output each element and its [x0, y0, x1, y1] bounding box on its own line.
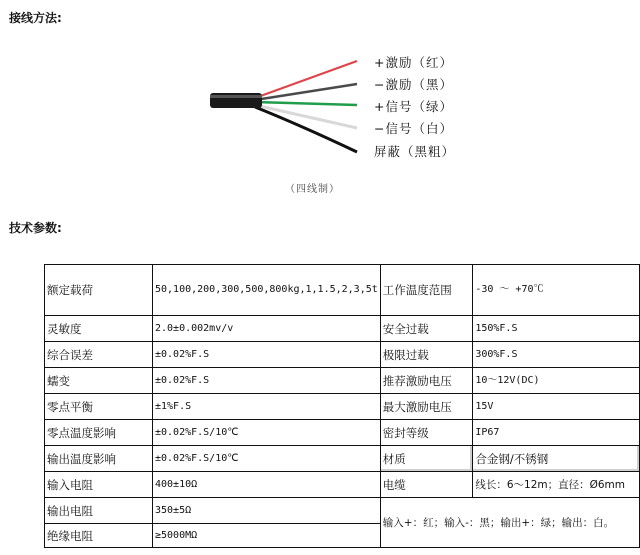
spec-label: 蠕变: [45, 368, 153, 394]
green-wire: [255, 102, 357, 105]
spec-label: 电缆: [380, 472, 473, 498]
table-row: [45, 420, 640, 446]
table-row: [45, 446, 640, 472]
spec-label: 灵敏度: [45, 316, 153, 342]
wire-label-excite-minus: −激励（黑）: [374, 77, 453, 92]
cable-color-code: 输入+：红；输入-：黑；输出+：绿；输出：白。: [380, 498, 639, 548]
wire-label-excite-plus: +激励（红）: [374, 55, 453, 70]
spec-value: 150%F.S: [473, 316, 640, 342]
wiring-caption: （四线制）: [285, 184, 340, 195]
spec-label: 输出温度影响: [45, 446, 153, 472]
spec-value: IP67: [473, 420, 640, 446]
table-row: [45, 342, 640, 368]
spec-label: 密封等级: [380, 420, 473, 446]
spec-value: 50,100,200,300,500,800kg,1,1.5,2,3,5t: [153, 265, 381, 316]
spec-label: 推荐激励电压: [380, 368, 473, 394]
spec-label: 输入电阻: [45, 472, 153, 498]
spec-value: 2.0±0.002mv/v: [153, 316, 381, 342]
table-row: [45, 265, 640, 316]
spec-value: 350±5Ω: [153, 498, 381, 524]
spec-value: 合金钢/不锈钢: [473, 446, 640, 472]
wire-label-signal-minus: −信号（白）: [374, 121, 453, 136]
spec-value: ±1%F.S: [153, 394, 381, 420]
wire-label-signal-plus: +信号（绿）: [374, 99, 453, 114]
white-wire: [255, 105, 357, 128]
spec-value: ±0.02%F.S/10℃: [153, 446, 381, 472]
table-row: [45, 498, 640, 524]
spec-value: ≥5000MΩ: [153, 524, 381, 548]
spec-value: ±0.02%F.S: [153, 368, 381, 394]
spec-label: 输出电阻: [45, 498, 153, 524]
spec-value: 15V: [473, 394, 640, 420]
four-wire-cable-diagram: [200, 50, 500, 200]
table-row: [45, 316, 640, 342]
spec-label: 零点平衡: [45, 394, 153, 420]
spec-label: 额定载荷: [45, 265, 153, 316]
spec-value: 线长：6～12m；直径：Ø6mm: [473, 472, 640, 498]
spec-label: 安全过载: [380, 316, 473, 342]
wire-label-shield: 屏蔽（黑粗）: [374, 144, 456, 159]
technical-params-heading: 技术参数:: [9, 221, 62, 235]
spec-label: 工作温度范围: [380, 265, 473, 316]
spec-label: 绝缘电阻: [45, 524, 153, 548]
spec-value: 400±10Ω: [153, 472, 381, 498]
spec-value: 300%F.S: [473, 342, 640, 368]
wiring-method-heading: 接线方法:: [9, 11, 62, 25]
spec-label: 零点温度影响: [45, 420, 153, 446]
table-row: [45, 368, 640, 394]
spec-table: [44, 264, 640, 548]
spec-label: 极限过载: [380, 342, 473, 368]
spec-value: 10～12V(DC): [473, 368, 640, 394]
spec-value: -30 ～ +70℃: [473, 265, 640, 316]
table-row: [45, 472, 640, 498]
spec-label: 综合误差: [45, 342, 153, 368]
spec-value: ±0.02%F.S: [153, 342, 381, 368]
shield-wire: [255, 107, 357, 152]
spec-label: 最大激励电压: [380, 394, 473, 420]
spec-label: 材质: [380, 446, 473, 472]
spec-value: ±0.02%F.S/10℃: [153, 420, 381, 446]
table-row: [45, 394, 640, 420]
